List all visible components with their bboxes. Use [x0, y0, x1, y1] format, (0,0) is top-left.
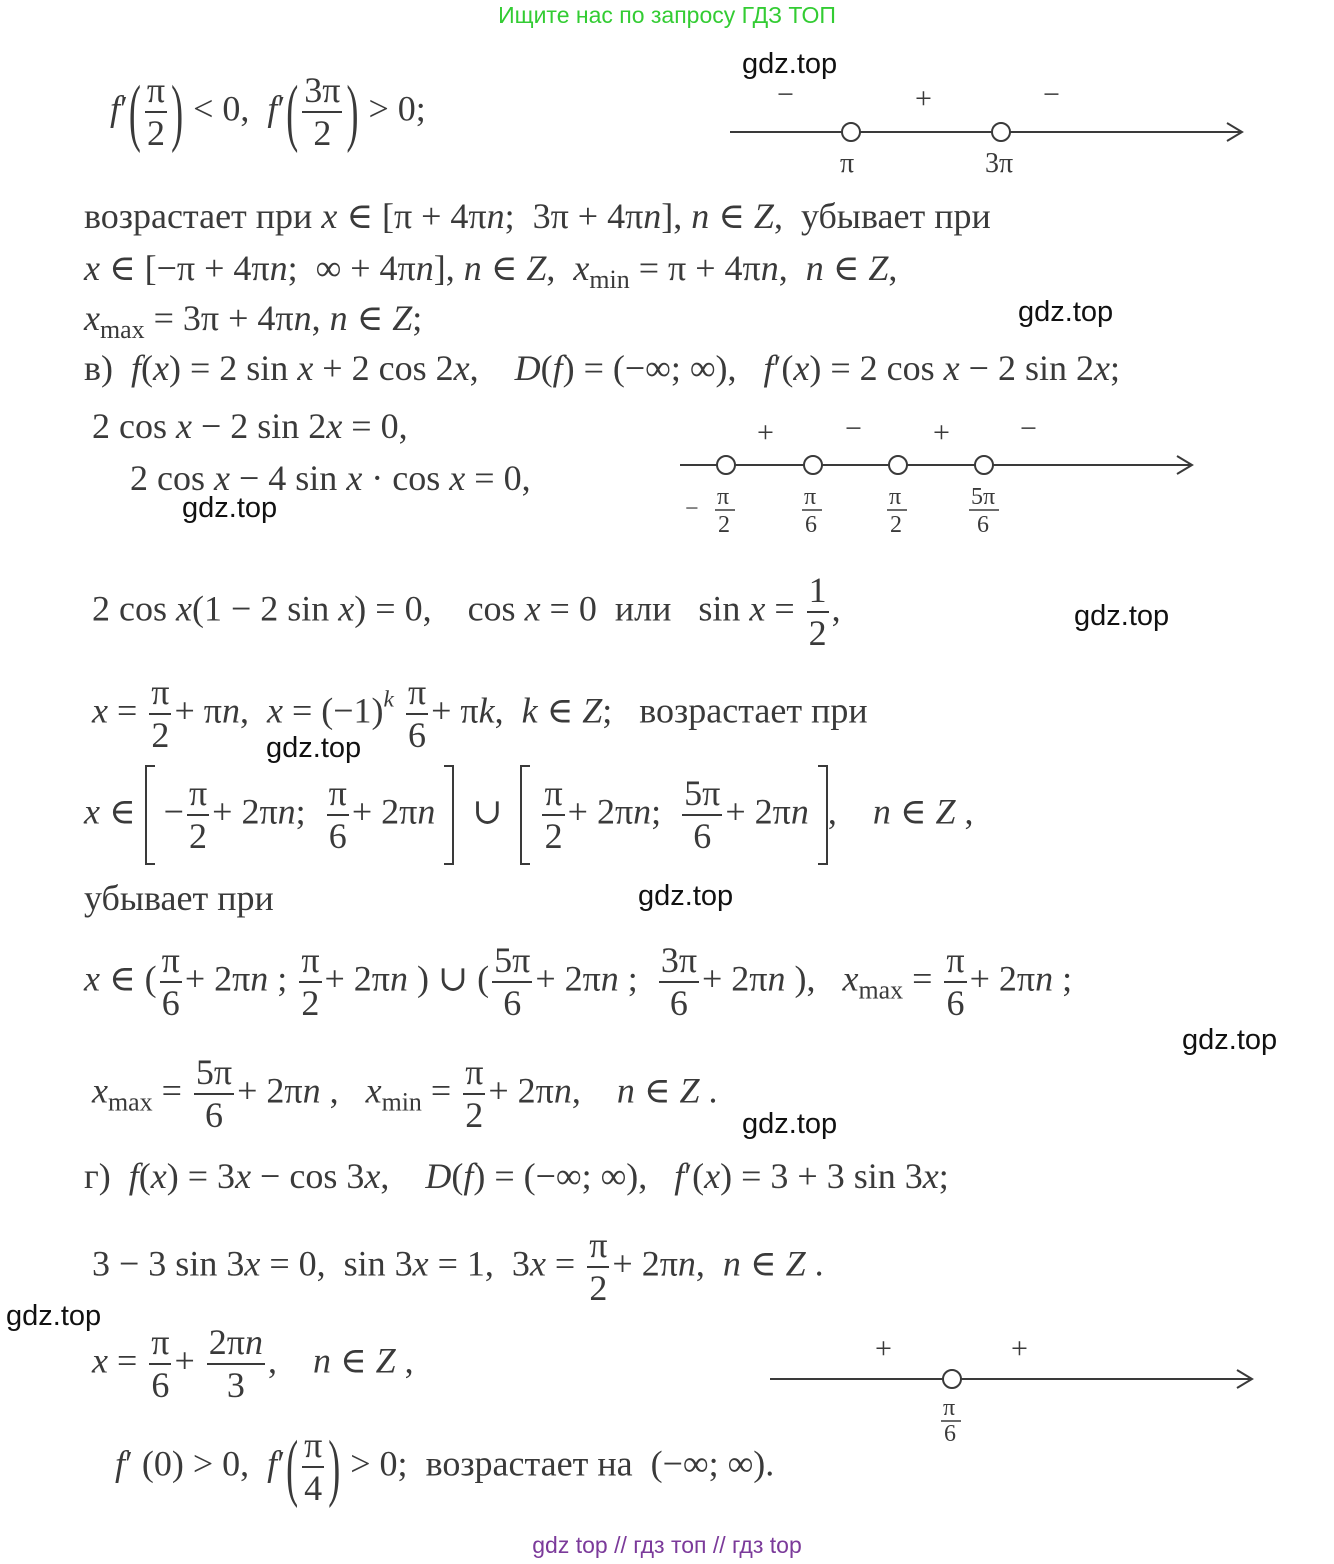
nl3-sign-2: + [1011, 1332, 1028, 1365]
nl2-sign-1: + [757, 416, 774, 449]
watermark: gdz.top [742, 48, 838, 80]
svg-text:2: 2 [718, 512, 730, 538]
nl2-point-4 [969, 484, 999, 538]
nl2-sign-4: − [1020, 412, 1037, 445]
part-g-conclusion: f′ (0) > 0, f′( $\frac{\pi}{4}$ ) > 0; возрастает на (−∞; ∞). [115, 1425, 775, 1510]
svg-text:−: − [685, 496, 699, 522]
part-v-decrease-word: убывает при [84, 878, 274, 918]
watermark: gdz.top [742, 1108, 838, 1140]
svg-text:6: 6 [977, 512, 989, 538]
nl3-sign-1: + [875, 1332, 892, 1365]
number-line-3 [765, 1325, 1260, 1450]
footer-links: gdz top // гдз топ // гдз top [532, 1532, 802, 1558]
number-line-1 [725, 80, 1255, 180]
watermark: gdz.top [266, 732, 362, 764]
nl1-sign-3: − [1043, 80, 1060, 111]
nl1-sign-2: + [915, 82, 932, 115]
text-line-decrease-1: x ∈ [−π + 4πn; ∞ + 4πn], n ∈ Z, $x_{min} = \pi + 4\pi n$, n ∈ Z, [84, 248, 898, 294]
svg-text:2: 2 [890, 512, 902, 538]
part-v-eq-3: 2 cos x(1 − 2 sin x) = 0, cos x = 0 или sin x = $\frac{1}{2}$ , [92, 570, 841, 654]
part-v-eq-2: 2 cos x − 4 sin x · cos x = 0, [130, 458, 531, 498]
nl3-point-1 [941, 1395, 961, 1447]
part-v-eq-1: 2 cos x − 2 sin 2x = 0, [92, 406, 408, 446]
part-v-increase-interval: x ∈ − $\frac{\pi}{2}$ + 2πn; $\frac{\pi}{6}$ + 2πn ∪ $\frac{\pi}{2}$ + 2πn; $\frac{5\pi}{6}$ + 2πn , n ∈ Z , [84, 765, 974, 865]
nl2-point-2 [802, 484, 822, 538]
nl2-sign-3: + [933, 416, 950, 449]
part-g-eq: 3 − 3 sin 3x = 0, sin 3x = 1, 3x = $\frac{\pi}{2}$ + 2πn, n ∈ Z . [92, 1225, 824, 1309]
svg-text:π: π [889, 484, 902, 510]
watermark: gdz.top [1182, 1024, 1278, 1056]
watermark: gdz.top [1018, 296, 1114, 328]
svg-text:π: π [717, 484, 730, 510]
svg-text:5π: 5π [971, 484, 996, 510]
watermark: gdz.top [182, 492, 278, 524]
watermark: gdz.top [1074, 600, 1170, 632]
header-search-banner: Ищите нас по запросу ГДЗ ТОП [498, 2, 836, 28]
svg-text:6: 6 [944, 1421, 956, 1447]
svg-text:π: π [804, 484, 817, 510]
nl2-sign-2: − [845, 412, 862, 445]
nl2-point-3 [887, 484, 907, 538]
part-v-extrema: $x_{max}$ = $\frac{5\pi}{6}$ + 2πn , $x_{min}$ = $\frac{\pi}{2}$ + 2πn, n ∈ Z . [92, 1052, 718, 1136]
part-g-function: г) f(x) = 3x − cos 3x, D(f) = (−∞; ∞), f′(x) = 3 + 3 sin 3x; [84, 1156, 949, 1196]
nl1-point-2: 3π [985, 148, 1014, 179]
part-v-function: в) f(x) = 2 sin x + 2 cos 2x, D(f) = (−∞; ∞), f′(x) = 2 cos x − 2 sin 2x; [84, 348, 1120, 388]
formula-derivative-signs: f′( $\frac{\pi}{2}$ ) < 0, f′( $\frac{3\pi}{2}$ ) > 0; [110, 70, 426, 155]
text-line-xmax-1: $x_{max} = 3\pi + 4\pi n$, n ∈ Z; [84, 298, 423, 344]
nl1-sign-1: − [777, 80, 794, 111]
number-line-2 [675, 410, 1205, 545]
nl2-point-1 [685, 484, 735, 538]
svg-text:π: π [943, 1395, 956, 1421]
watermark: gdz.top [6, 1300, 102, 1332]
part-v-decrease-interval: x ∈ ( $\frac{\pi}{6}$ + 2πn ; $\frac{\pi}{2}$ + 2πn ) ∪ ( $\frac{5\pi}{6}$ + 2πn ; $\frac{3\pi}{6}$ + 2πn ), $x_{max}$ = $\frac{\pi}{6}$ + 2πn ; [84, 940, 1073, 1024]
part-v-roots: x = $\frac{\pi}{2}$ + πn, $x = (-1)^k$ $\frac{\pi}{6}$ + πk, k ∈ Z; возрастает при [92, 672, 868, 756]
svg-text:6: 6 [805, 512, 817, 538]
watermark: gdz.top [638, 880, 734, 912]
nl1-point-1: π [840, 148, 855, 179]
part-g-root: x = $\frac{\pi}{6}$ + $\frac{2\pi n}{3}$ , n ∈ Z , [92, 1322, 414, 1406]
text-line-increase-1: возрастает при x ∈ [π + 4πn; 3π + 4πn], n ∈ Z, убывает при [84, 196, 991, 236]
